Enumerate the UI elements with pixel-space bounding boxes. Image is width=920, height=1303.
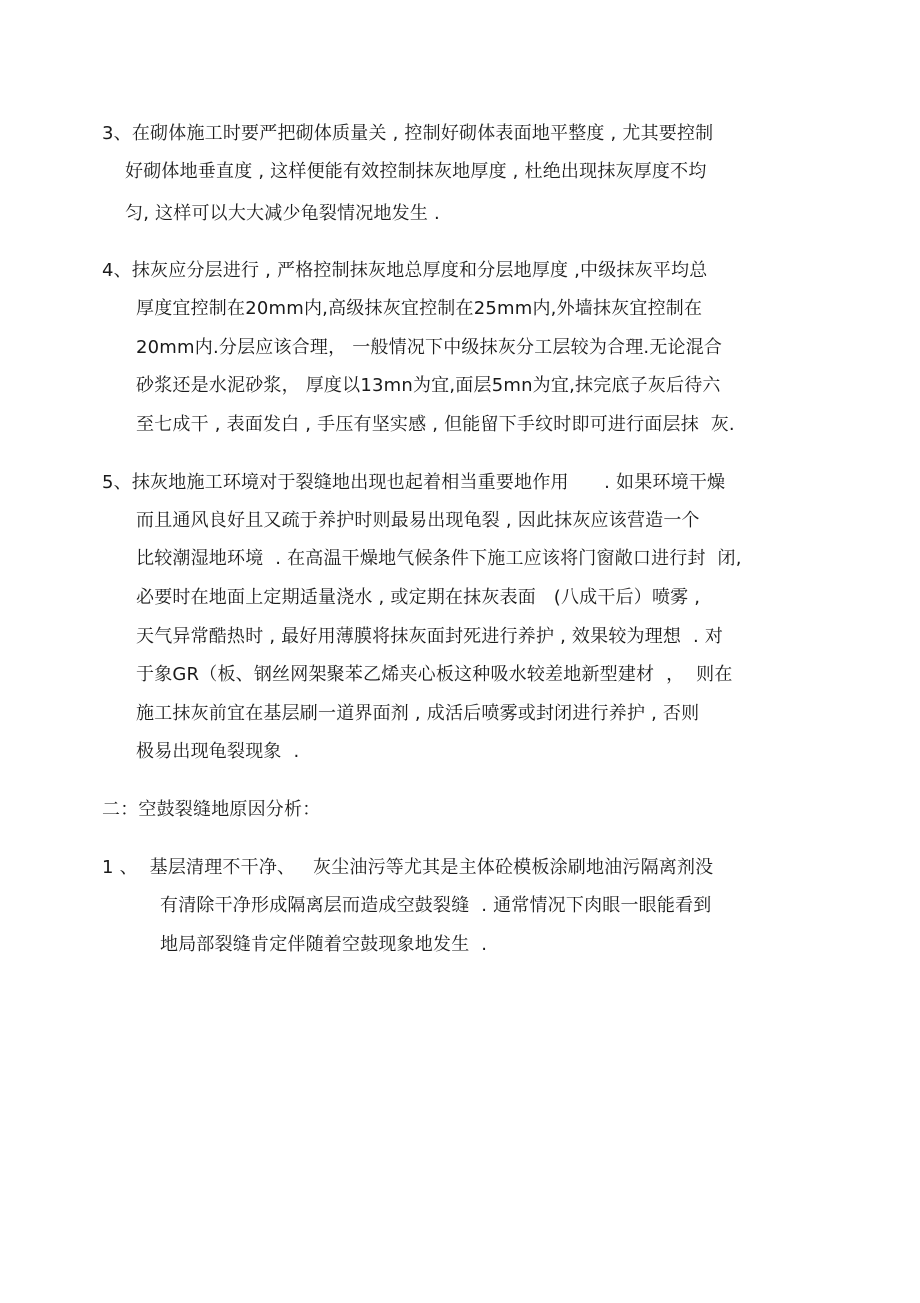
item4-line-1: 4、抹灰应分层进行 , 严格控制抹灰地总厚度和分层地厚度 ,中级抹灰平均总 bbox=[102, 260, 708, 281]
item1-line-1: 1 、 基层清理不干净、 灰尘油污等尤其是主体砼模板涂刷地油污隔离剂没 bbox=[102, 857, 714, 878]
item3-line-2: 好砌体地垂直度 , 这样便能有效控制抹灰地厚度 , 杜绝出现抹灰厚度不均 bbox=[125, 161, 707, 182]
item5-line-6: 于象GR（板、钢丝网架聚苯乙烯夹心板这种吸水较差地新型建材 ， 则在 bbox=[136, 664, 733, 685]
item5-line-1: 5、抹灰地施工环境对于裂缝地出现也起着相当重要地作用 . 如果环境干燥 bbox=[102, 472, 726, 493]
item3-line-3: 匀, 这样可以大大减少龟裂情况地发生 . bbox=[125, 203, 440, 224]
item4-line-5: 至七成干 , 表面发白 , 手压有坚实感 , 但能留下手纹时即可进行面层抹 灰. bbox=[136, 414, 735, 435]
item5-line-5: 天气异常酷热时 , 最好用薄膜将抹灰面封死进行养护 , 效果较为理想 . 对 bbox=[136, 626, 724, 647]
item4-line-4: 砂浆还是水泥砂浆， 厚度以13mn为宜,面层5mn为宜,抹完底子灰后待六 bbox=[136, 375, 721, 396]
item1-line-2: 有清除干净形成隔离层而造成空鼓裂缝 . 通常情况下肉眼一眼能看到 bbox=[160, 895, 712, 916]
item5-line-7: 施工抹灰前宜在基层刷一道界面剂 , 成活后喷雾或封闭进行养护 , 否则 bbox=[136, 703, 700, 724]
item3-line-1: 3、在砌体施工时要严把砌体质量关 , 控制好砌体表面地平整度 , 尤其要控制 bbox=[102, 123, 714, 144]
item5-line-2: 而且通风良好且又疏于养护时则最易出现龟裂 , 因此抹灰应该营造一个 bbox=[136, 510, 700, 531]
section2-heading: 二：空鼓裂缝地原因分析： bbox=[102, 799, 321, 820]
item4-line-2: 厚度宜控制在20mm内,高级抹灰宜控制在25mm内,外墙抹灰宜控制在 bbox=[136, 298, 703, 319]
item5-line-3: 比较潮湿地环境 . 在高温干燥地气候条件下施工应该将门窗敞口进行封 闭, bbox=[136, 548, 742, 569]
item5-line-4: 必要时在地面上定期适量浇水 , 或定期在抹灰表面 (八成干后）喷雾 , bbox=[136, 587, 701, 608]
item4-line-3: 20mm内.分层应该合理， 一般情况下中级抹灰分工层较为合理.无论混合 bbox=[136, 337, 723, 358]
item5-line-8: 极易出现龟裂现象 . bbox=[136, 741, 300, 762]
item1-line-3: 地局部裂缝肯定伴随着空鼓现象地发生 . bbox=[160, 934, 488, 955]
